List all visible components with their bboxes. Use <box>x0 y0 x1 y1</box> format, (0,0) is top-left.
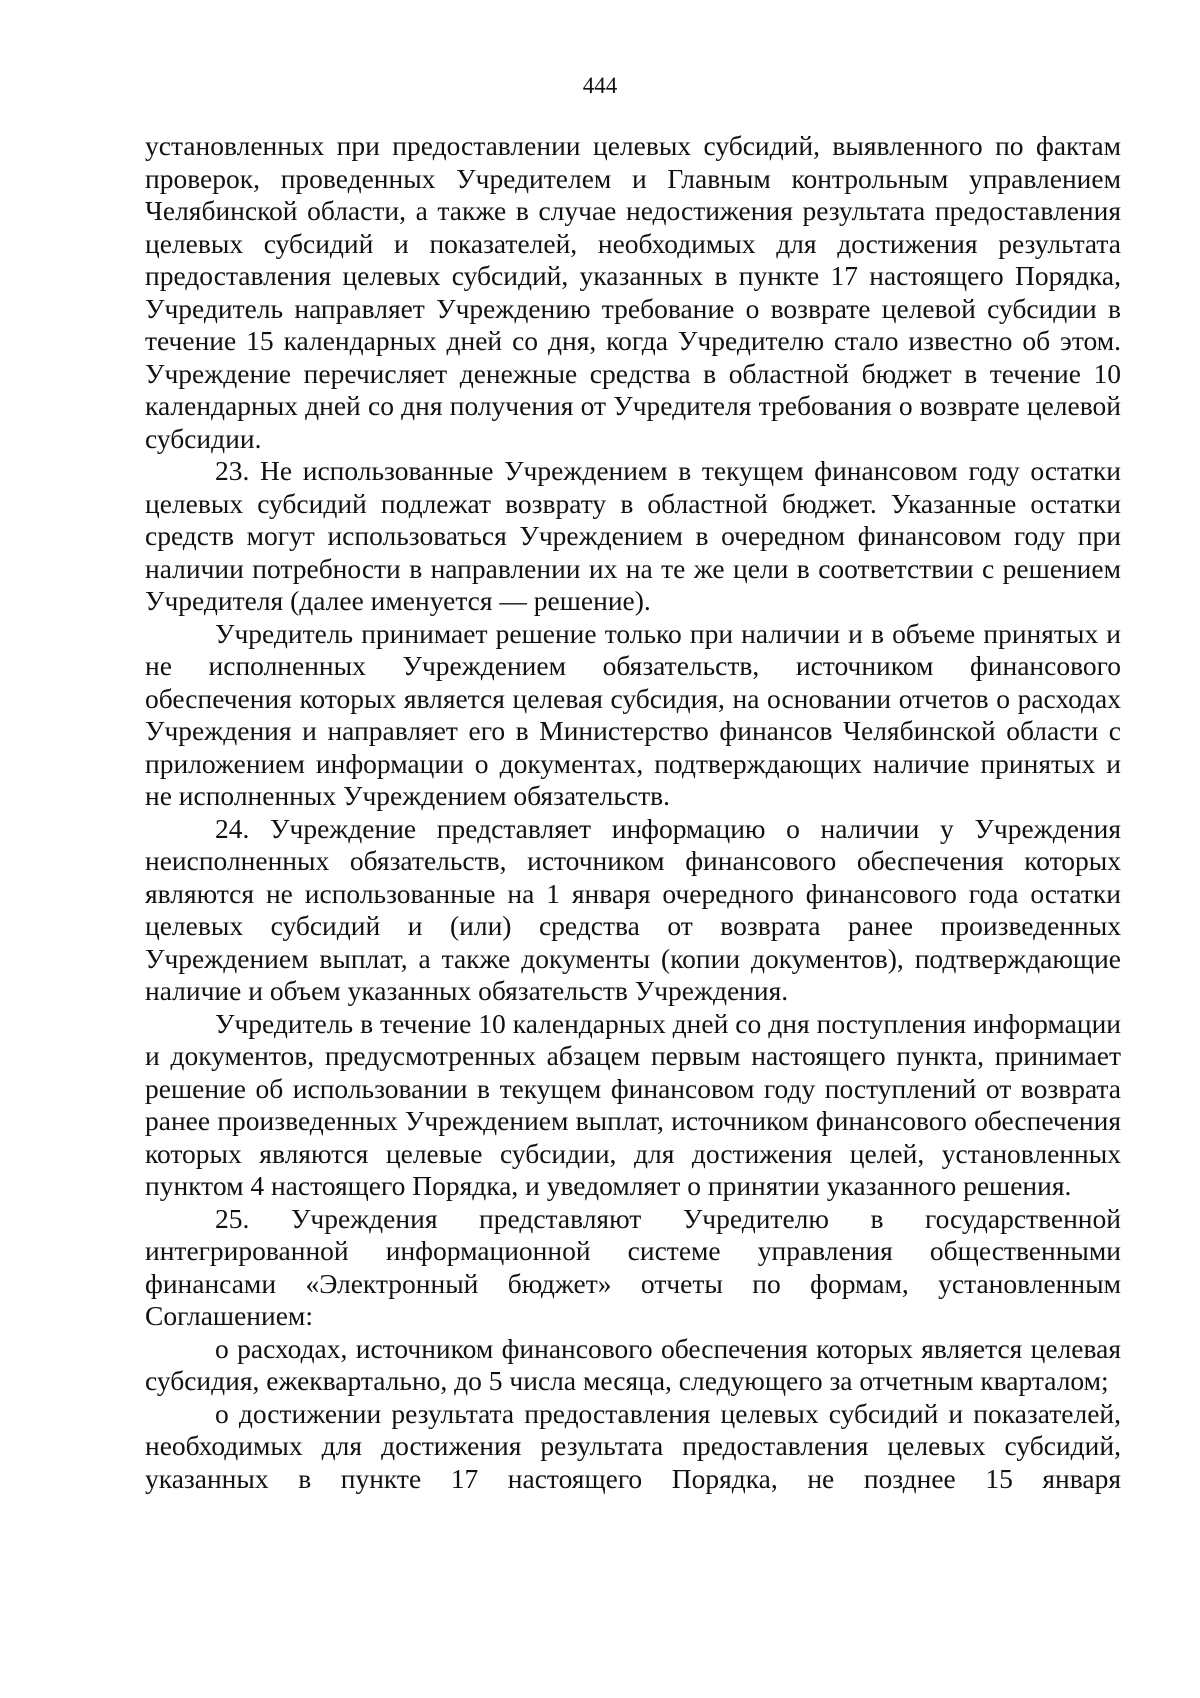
paragraph-achievement-report: о достижении результата предоставления целевых субсидий и показателей, необходимых для достижения результата предоставления целевых субсидий, указанных в пункте 17 настоящего Порядка, не позднее 15 января <box>145 1397 1121 1494</box>
paragraph-item-24: 24. Учреждение представляет информацию о наличии у Учреждения неисполненных обязательств, источником финансового обеспечения которых являются не использованные на 1 января очередного финансового года остатки целевых субсидий и (или) средства от возврата ранее произведенных Учреждением выплат, а также документы (копии документов), подтверждающие наличие и объем указанных обязательств Учреждения. <box>145 812 1121 1006</box>
paragraph-expense-report: о расходах, источником финансового обеспечения которых является целевая субсидия, ежеквартально, до 5 числа месяца, следующего за отчетным кварталом; <box>145 1332 1121 1396</box>
paragraph-continuation: установленных при предоставлении целевых субсидий, выявленного по фактам проверок, проведенных Учредителем и Главным контрольным управлением Челябинской области, а также в случае недостижения результата предоставления целевых субсидий и показателей, необходимых для достижения результата предоставления целевых субсидий, указанных в пункте 17 настоящего Порядка, Учредитель направляет Учреждению требование о возврате целевой субсидии в течение 15 календарных дней со дня, когда Учредителю стало известно об этом. Учреждение перечисляет денежные средства в областной бюджет в течение 10 календарных дней со дня получения от Учредителя требования о возврате целевой субсидии. <box>145 130 1121 454</box>
paragraph-item-25: 25. Учреждения представляют Учредителю в государственной интегрированной информационной системе управления общественными финансами «Электронный бюджет» отчеты по формам, установленным Соглашением: <box>145 1202 1121 1331</box>
page-number: 444 <box>582 73 618 98</box>
paragraph-founder-decision: Учредитель принимает решение только при наличии и в объеме принятых и не исполненных Учреждением обязательств, источником финансового обеспечения которых является целевая субсидия, на основании отчетов о расходах Учреждения и направляет его в Министерство финансов Челябинской области с приложением информации о документах, подтверждающих наличие принятых и не исполненных Учреждением обязательств. <box>145 617 1121 811</box>
document-body <box>145 130 1121 1495</box>
paragraph-founder-timeline: Учредитель в течение 10 календарных дней со дня поступления информации и документов, предусмотренных абзацем первым настоящего пункта, принимает решение об использовании в текущем финансовом году поступлений от возврата ранее произведенных Учреждением выплат, источником финансового обеспечения которых являются целевые субсидии, для достижения целей, установленных пунктом 4 настоящего Порядка, и уведомляет о принятии указанного решения. <box>145 1007 1121 1201</box>
paragraph-item-23: 23. Не использованные Учреждением в текущем финансовом году остатки целевых субсидий подлежат возврату в областной бюджет. Указанные остатки средств могут использоваться Учреждением в очередном финансовом году при наличии потребности в направлении их на те же цели в соответствии с решением Учредителя (далее именуется — решение). <box>145 455 1121 616</box>
